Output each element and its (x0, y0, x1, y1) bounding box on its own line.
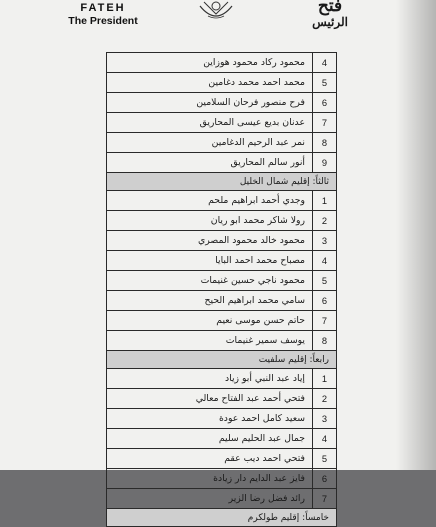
letterhead-english (58, 0, 148, 27)
member-name: فرح منصور فرحان السلامين (107, 93, 313, 113)
section-header-row (107, 351, 337, 369)
member-name: سامي محمد ابراهيم الحيح (107, 291, 313, 311)
row-number: 3 (313, 409, 337, 429)
row-number: 2 (313, 389, 337, 409)
row-number: 7 (313, 489, 337, 509)
row-number: 6 (313, 469, 337, 489)
member-name: جمال عبد الحليم سليم (107, 429, 313, 449)
table-row (107, 231, 337, 251)
arabic-subtitle: الرئيس (312, 15, 348, 29)
row-number: 3 (313, 231, 337, 251)
section-title: خامساً: إقليم طولكرم (107, 509, 337, 527)
member-name: محمود ركاد محمود هوزاين (107, 53, 313, 73)
table-row (107, 93, 337, 113)
table-row (107, 291, 337, 311)
section-header-row (107, 173, 337, 191)
member-name: حاتم حسن موسى نعيم (107, 311, 313, 331)
member-name: رولا شاكر محمد ابو ريان (107, 211, 313, 231)
row-number: 5 (313, 73, 337, 93)
table-row (107, 389, 337, 409)
table-row (107, 489, 337, 509)
table-row (107, 449, 337, 469)
row-number: 4 (313, 429, 337, 449)
org-subtitle: The President (68, 15, 138, 27)
member-name: محمود ناجي حسين غنيمات (107, 271, 313, 291)
table-row (107, 311, 337, 331)
names-table (106, 52, 337, 527)
table-row (107, 191, 337, 211)
table-row (107, 409, 337, 429)
row-number: 1 (313, 369, 337, 389)
row-number: 8 (313, 331, 337, 351)
table-row (107, 369, 337, 389)
member-name: محمود خالد محمود المصري (107, 231, 313, 251)
names-table-body (107, 53, 337, 527)
page-edge-shadow (396, 0, 436, 470)
arabic-title: فتح (317, 0, 343, 16)
letterhead (0, 0, 436, 36)
row-number: 4 (313, 251, 337, 271)
table-row (107, 429, 337, 449)
section-title: رابعاً: إقليم سلفيت (107, 351, 337, 369)
row-number: 1 (313, 191, 337, 211)
member-name: رائد فضل رضا الزير (107, 489, 313, 509)
member-name: إياد عبد النبي أبو زياد (107, 369, 313, 389)
table-row (107, 153, 337, 173)
table-row (107, 251, 337, 271)
table-row (107, 53, 337, 73)
table-row (107, 73, 337, 93)
row-number: 2 (313, 211, 337, 231)
row-number: 8 (313, 133, 337, 153)
member-name: فتحي احمد ديب عقم (107, 449, 313, 469)
section-header-row (107, 509, 337, 527)
member-name: يوسف سمير غنيمات (107, 331, 313, 351)
member-name: نمر عبد الرحيم الدغامين (107, 133, 313, 153)
fateh-emblem-icon (196, 0, 236, 22)
table-row (107, 469, 337, 489)
member-name: محمد احمد محمد دغامين (107, 73, 313, 93)
table-row (107, 331, 337, 351)
member-name: عدنان بديع عيسى المحاريق (107, 113, 313, 133)
member-name: فايز عبد الدايم دار زيادة (107, 469, 313, 489)
member-name: وجدي أحمد ابراهيم ملحم (107, 191, 313, 211)
table-row (107, 211, 337, 231)
row-number: 6 (313, 291, 337, 311)
member-name: سعيد كامل احمد عودة (107, 409, 313, 429)
row-number: 5 (313, 449, 337, 469)
row-number: 7 (313, 311, 337, 331)
letterhead-arabic (300, 0, 360, 29)
row-number: 5 (313, 271, 337, 291)
section-title: ثالثاً: إقليم شمال الخليل (107, 173, 337, 191)
table-row (107, 113, 337, 133)
member-name: فتحي أحمد عبد الفتاح معالي (107, 389, 313, 409)
row-number: 7 (313, 113, 337, 133)
org-title: FATEH (80, 2, 126, 14)
row-number: 4 (313, 53, 337, 73)
member-name: أنور سالم المحاريق (107, 153, 313, 173)
table-row (107, 271, 337, 291)
table-row (107, 133, 337, 153)
row-number: 9 (313, 153, 337, 173)
row-number: 6 (313, 93, 337, 113)
member-name: مصباح محمد احمد البايا (107, 251, 313, 271)
